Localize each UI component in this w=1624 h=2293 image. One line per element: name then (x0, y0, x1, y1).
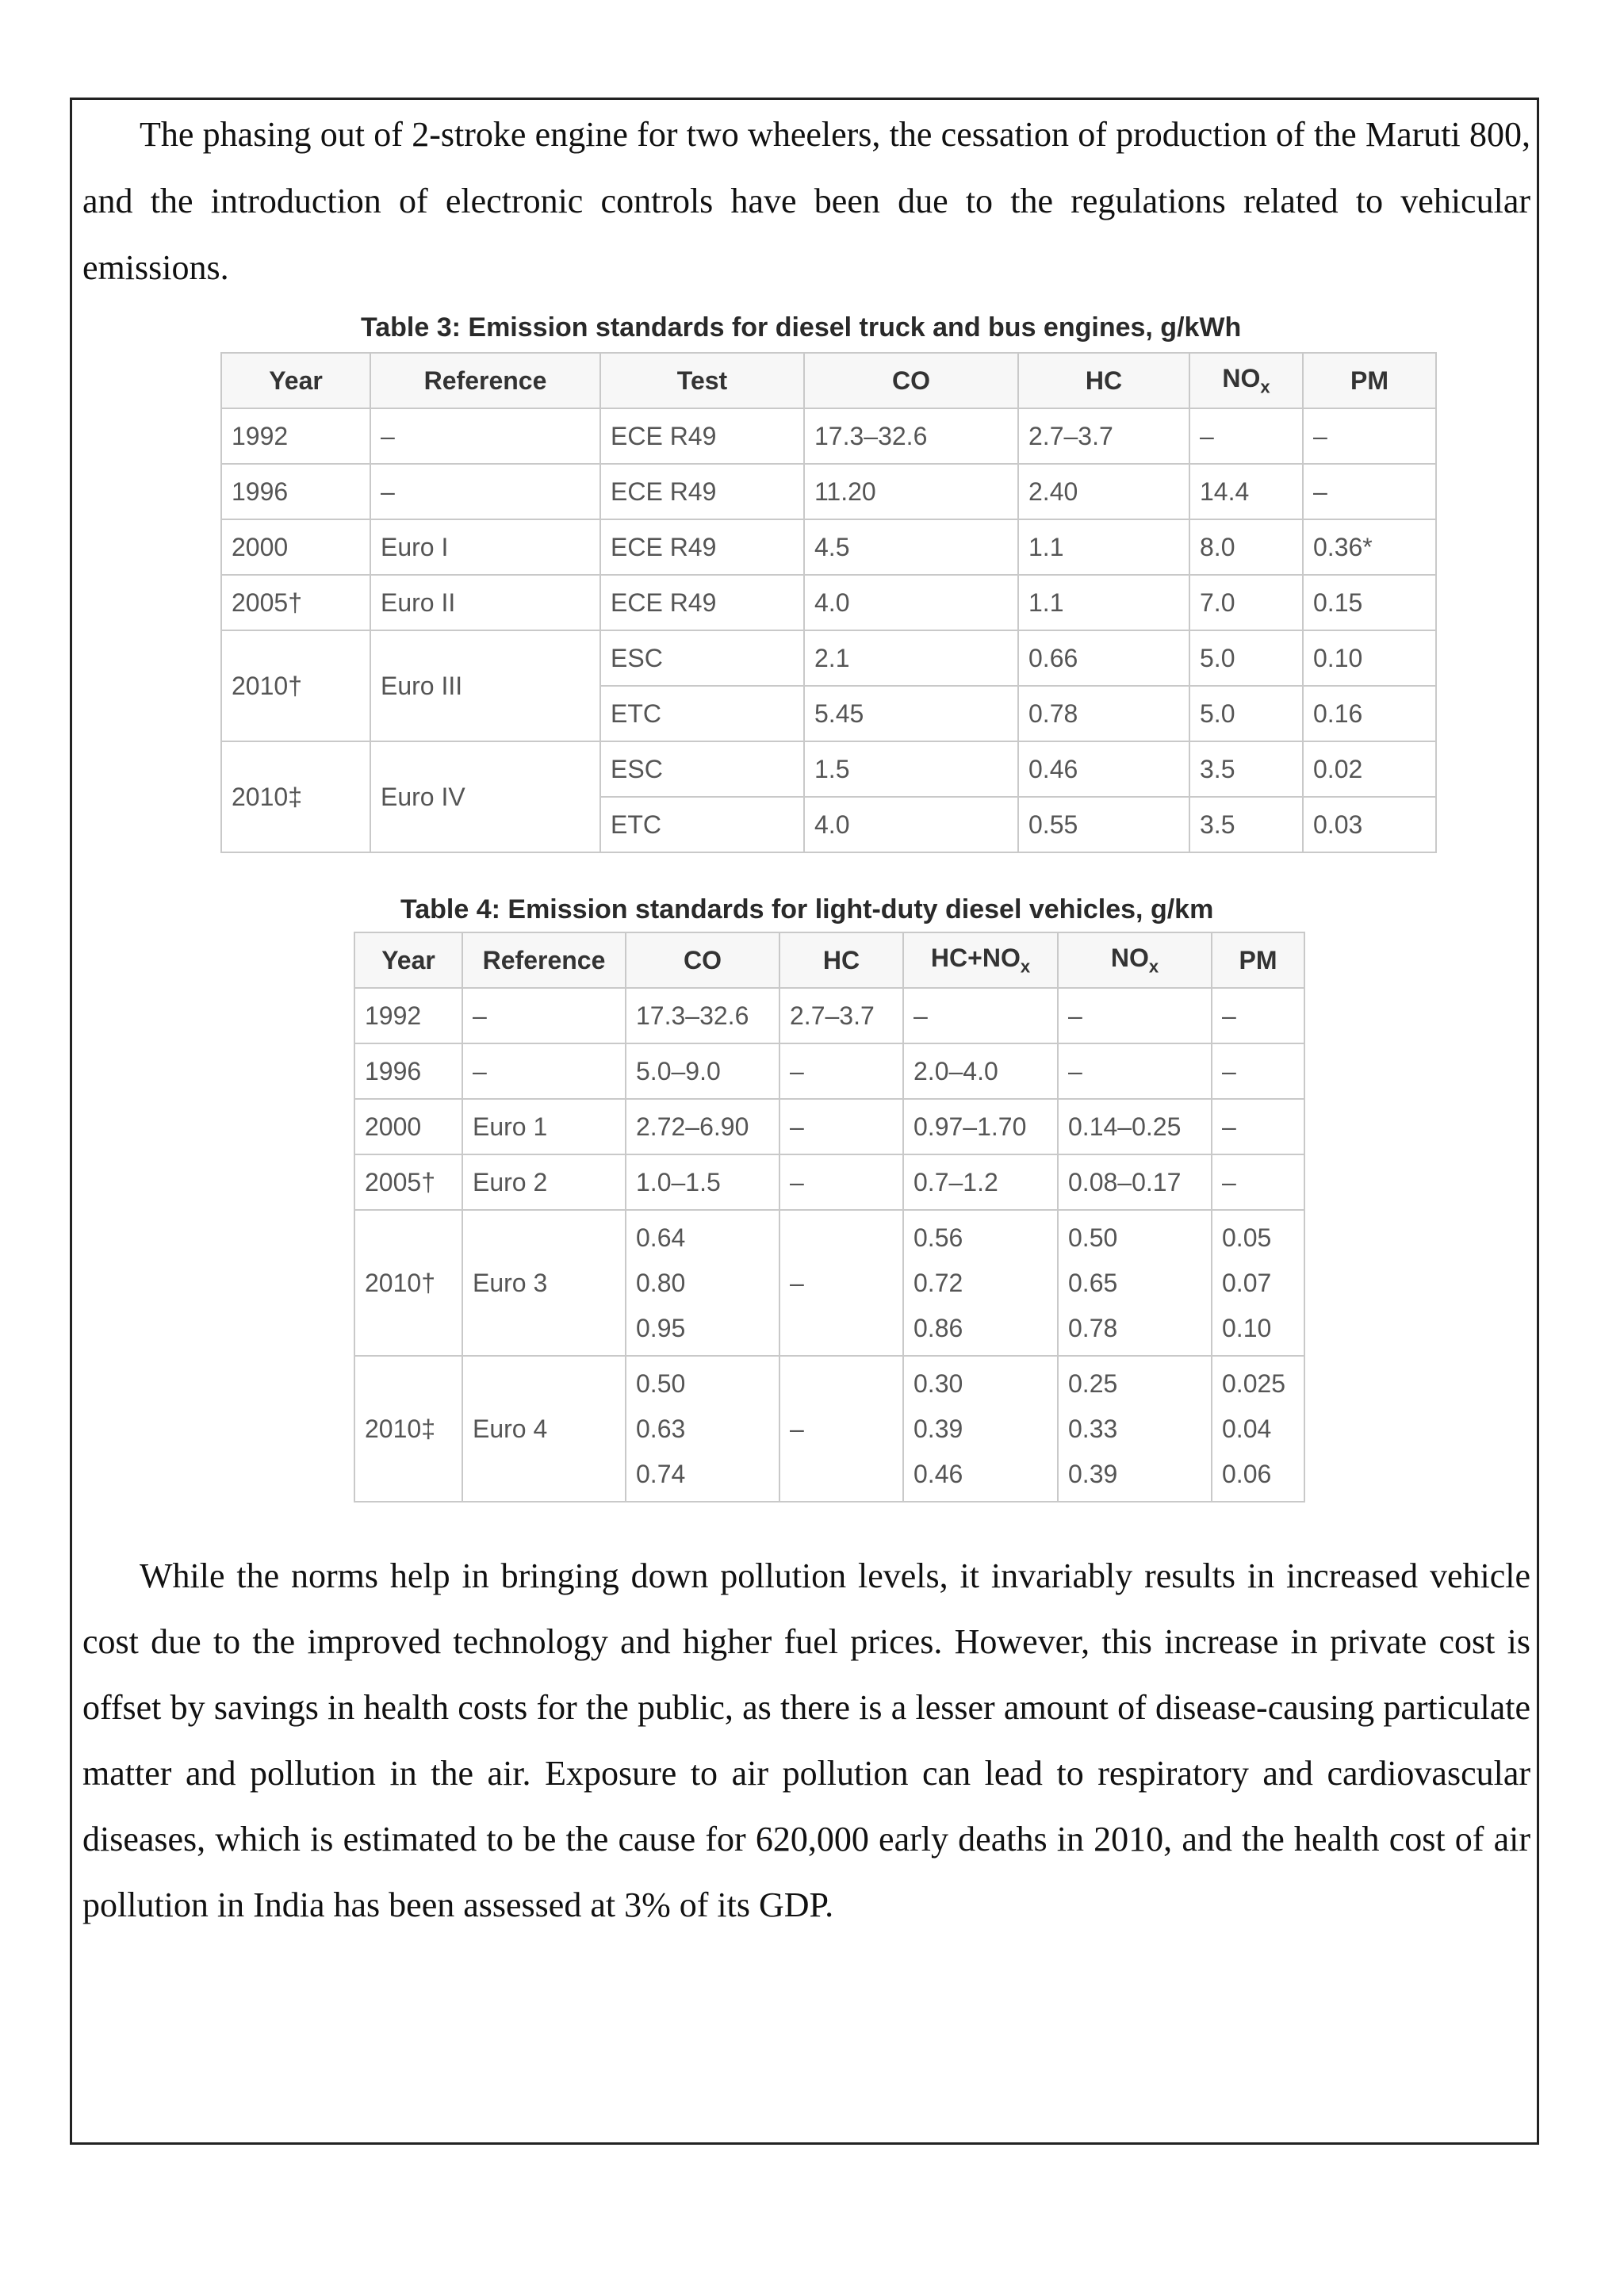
table3-co: 1.5 (804, 741, 1018, 797)
table3-pm: 0.03 (1303, 797, 1436, 852)
table4-ref: Euro 4 (462, 1356, 626, 1502)
table4-pm: – (1212, 988, 1304, 1043)
table3-ref: – (370, 408, 600, 464)
table3-co: 4.5 (804, 519, 1018, 575)
table3-year: 2005† (221, 575, 370, 630)
table3-hc: 2.7–3.7 (1018, 408, 1189, 464)
table4-co-value: 0.80 (636, 1268, 686, 1297)
table4-hcnox (903, 1210, 1058, 1356)
table3-test: ETC (600, 797, 804, 852)
table4-header-hcnox-label: HC+NO (930, 943, 1021, 972)
table3-diesel-truck-bus (220, 352, 1437, 853)
table3-co: 11.20 (804, 464, 1018, 519)
table3-hc: 1.1 (1018, 519, 1189, 575)
table4-nox-value: 0.39 (1068, 1459, 1118, 1488)
table4-nox-value: 0.78 (1068, 1313, 1118, 1342)
table4-hcnox-value: 0.46 (914, 1459, 963, 1488)
table3-header-hc: HC (1018, 353, 1189, 408)
table3-header-co: CO (804, 353, 1018, 408)
table4-header-hcnox-subscript: x (1020, 956, 1031, 977)
table-row (354, 1154, 1304, 1210)
table4-nox (1058, 1356, 1212, 1502)
table3-ref: Euro II (370, 575, 600, 630)
table4-year: 1992 (354, 988, 462, 1043)
table3-nox: 3.5 (1189, 797, 1303, 852)
table4-header-reference: Reference (462, 932, 626, 988)
table4-pm-value: 0.025 (1222, 1369, 1286, 1398)
table4-co-value: 0.50 (636, 1369, 686, 1398)
table3-year: 2000 (221, 519, 370, 575)
table3-header-test: Test (600, 353, 804, 408)
table3-header-year: Year (221, 353, 370, 408)
table4-pm-value: 0.06 (1222, 1459, 1272, 1488)
table3-nox: 8.0 (1189, 519, 1303, 575)
table4-co: 2.72–6.90 (626, 1099, 779, 1154)
table3-nox: 3.5 (1189, 741, 1303, 797)
table4-pm-value: 0.04 (1222, 1414, 1272, 1443)
table3-pm: 0.10 (1303, 630, 1436, 686)
table3-pm: – (1303, 408, 1436, 464)
table-row (221, 630, 1436, 686)
table4-hc: – (779, 1154, 903, 1210)
table3-header-pm: PM (1303, 353, 1436, 408)
table4-co-value: 0.64 (636, 1223, 686, 1252)
table4-pm (1212, 1210, 1304, 1356)
table4-header-pm: PM (1212, 932, 1304, 988)
table3-year: 2010‡ (221, 741, 370, 852)
paragraph-conclusion-text: While the norms help in bringing down pollution levels, it invariably results in increased vehicle cost due to the improved technology and higher fuel prices. However, this increase in private cost is offset by savings in health costs for the public, as there is a lesser amount of disease-causing particulate matter and pollution in the air. Exposure to air pollution can lead to respiratory and cardiovascular diseases, which is estimated to be the cause for 620,000 early deaths in 2010, and the health cost of air pollution in India has been assessed at 3% of its GDP. (82, 1556, 1530, 1924)
table-row (221, 519, 1436, 575)
table4-hc: – (779, 1099, 903, 1154)
table3-year: 2010† (221, 630, 370, 741)
table3-nox: 5.0 (1189, 630, 1303, 686)
table4-co-value: 0.63 (636, 1414, 686, 1443)
table3-nox: 7.0 (1189, 575, 1303, 630)
table4-co (626, 1210, 779, 1356)
table-row (221, 464, 1436, 519)
table4-header-year: Year (354, 932, 462, 988)
table3-hc: 1.1 (1018, 575, 1189, 630)
table4-header-co: CO (626, 932, 779, 988)
table4-hcnox-value: 0.56 (914, 1223, 963, 1252)
table3-pm: – (1303, 464, 1436, 519)
table4-pm: – (1212, 1043, 1304, 1099)
table4-co: 17.3–32.6 (626, 988, 779, 1043)
table-row (354, 1043, 1304, 1099)
table3-co: 17.3–32.6 (804, 408, 1018, 464)
table4-nox-value: 0.25 (1068, 1369, 1118, 1398)
table-row (221, 408, 1436, 464)
table4-hc: – (779, 1210, 903, 1356)
table4-hc: 2.7–3.7 (779, 988, 903, 1043)
table4-hc: – (779, 1043, 903, 1099)
table3-pm: 0.36* (1303, 519, 1436, 575)
table3-co: 2.1 (804, 630, 1018, 686)
paragraph-intro-text: The phasing out of 2-stroke engine for two wheelers, the cessation of production of the Maruti 800, and the introduction of electronic controls have been due to the regulations related to vehicular emissions. (82, 115, 1530, 287)
table4-hc: – (779, 1356, 903, 1502)
table4-year: 2010† (354, 1210, 462, 1356)
table3-hc: 2.40 (1018, 464, 1189, 519)
table4-header-nox-subscript: x (1148, 956, 1159, 977)
table4-nox (1058, 1210, 1212, 1356)
table3-co: 5.45 (804, 686, 1018, 741)
table4-nox-value: 0.33 (1068, 1414, 1118, 1443)
table4-nox: – (1058, 1043, 1212, 1099)
table4-co: 5.0–9.0 (626, 1043, 779, 1099)
table3-test: ESC (600, 741, 804, 797)
table4-light-duty-diesel (354, 932, 1305, 1503)
table4-pm: – (1212, 1154, 1304, 1210)
table4-year: 2005† (354, 1154, 462, 1210)
table-row (354, 1210, 1304, 1356)
table3-ref: Euro I (370, 519, 600, 575)
table3-test: ESC (600, 630, 804, 686)
table4-nox-value: 0.50 (1068, 1223, 1118, 1252)
table4-hcnox: 0.97–1.70 (903, 1099, 1058, 1154)
table3-header-reference: Reference (370, 353, 600, 408)
table3-test: ECE R49 (600, 464, 804, 519)
table4-pm-value: 0.07 (1222, 1268, 1272, 1297)
table4-hcnox: 2.0–4.0 (903, 1043, 1058, 1099)
table4-hcnox-value: 0.30 (914, 1369, 963, 1398)
table3-test: ECE R49 (600, 575, 804, 630)
table4-header-row (354, 932, 1304, 988)
table4-header-nox-label: NO (1110, 943, 1149, 972)
table4-ref: – (462, 988, 626, 1043)
table4-pm-value: 0.10 (1222, 1313, 1272, 1342)
table4-nox: 0.08–0.17 (1058, 1154, 1212, 1210)
table4-header-hcnox (903, 932, 1058, 988)
table3-header-nox (1189, 353, 1303, 408)
table4-header-nox (1058, 932, 1212, 988)
table4-header-hc: HC (779, 932, 903, 988)
table4-hcnox-value: 0.72 (914, 1268, 963, 1297)
table3-test: ECE R49 (600, 408, 804, 464)
table4-co-value: 0.95 (636, 1313, 686, 1342)
table3-nox: – (1189, 408, 1303, 464)
table4-ref: Euro 1 (462, 1099, 626, 1154)
table3-co: 4.0 (804, 797, 1018, 852)
table3-nox: 14.4 (1189, 464, 1303, 519)
paragraph-intro (82, 101, 1530, 301)
table-row (354, 1356, 1304, 1502)
table4-nox: – (1058, 988, 1212, 1043)
table3-pm: 0.15 (1303, 575, 1436, 630)
table4-ref: Euro 3 (462, 1210, 626, 1356)
table3-nox: 5.0 (1189, 686, 1303, 741)
table4-hcnox-value: 0.86 (914, 1313, 963, 1342)
table4-co-value: 0.74 (636, 1459, 686, 1488)
table4-co: 1.0–1.5 (626, 1154, 779, 1210)
table3-hc: 0.46 (1018, 741, 1189, 797)
table4-ref: Euro 2 (462, 1154, 626, 1210)
table3-co: 4.0 (804, 575, 1018, 630)
table3-ref: Euro III (370, 630, 600, 741)
table4-pm (1212, 1356, 1304, 1502)
table3-ref: – (370, 464, 600, 519)
table3-caption: Table 3: Emission standards for diesel truck and bus engines, g/kWh (361, 312, 1242, 343)
table3-test: ECE R49 (600, 519, 804, 575)
table3-pm: 0.02 (1303, 741, 1436, 797)
table4-nox: 0.14–0.25 (1058, 1099, 1212, 1154)
table4-caption: Table 4: Emission standards for light-duty diesel vehicles, g/km (400, 894, 1214, 924)
table3-year: 1996 (221, 464, 370, 519)
table3-hc: 0.78 (1018, 686, 1189, 741)
table4-year: 1996 (354, 1043, 462, 1099)
table4-pm: – (1212, 1099, 1304, 1154)
paragraph-conclusion (82, 1543, 1530, 1938)
table3-year: 1992 (221, 408, 370, 464)
table3-hc: 0.66 (1018, 630, 1189, 686)
table-row (221, 741, 1436, 797)
table-row (221, 575, 1436, 630)
table3-header-nox-subscript: x (1260, 377, 1270, 397)
table3-hc: 0.55 (1018, 797, 1189, 852)
table3-ref: Euro IV (370, 741, 600, 852)
table3-test: ETC (600, 686, 804, 741)
table4-hcnox: – (903, 988, 1058, 1043)
table4-ref: – (462, 1043, 626, 1099)
table4-nox-value: 0.65 (1068, 1268, 1118, 1297)
table4-hcnox (903, 1356, 1058, 1502)
table3-pm: 0.16 (1303, 686, 1436, 741)
table4-co (626, 1356, 779, 1502)
table-row (354, 1099, 1304, 1154)
table4-hcnox: 0.7–1.2 (903, 1154, 1058, 1210)
table-row (354, 988, 1304, 1043)
table3-header-nox-label: NO (1222, 363, 1261, 392)
table4-pm-value: 0.05 (1222, 1223, 1272, 1252)
table4-year: 2000 (354, 1099, 462, 1154)
table3-header-row (221, 353, 1436, 408)
table4-hcnox-value: 0.39 (914, 1414, 963, 1443)
table4-year: 2010‡ (354, 1356, 462, 1502)
